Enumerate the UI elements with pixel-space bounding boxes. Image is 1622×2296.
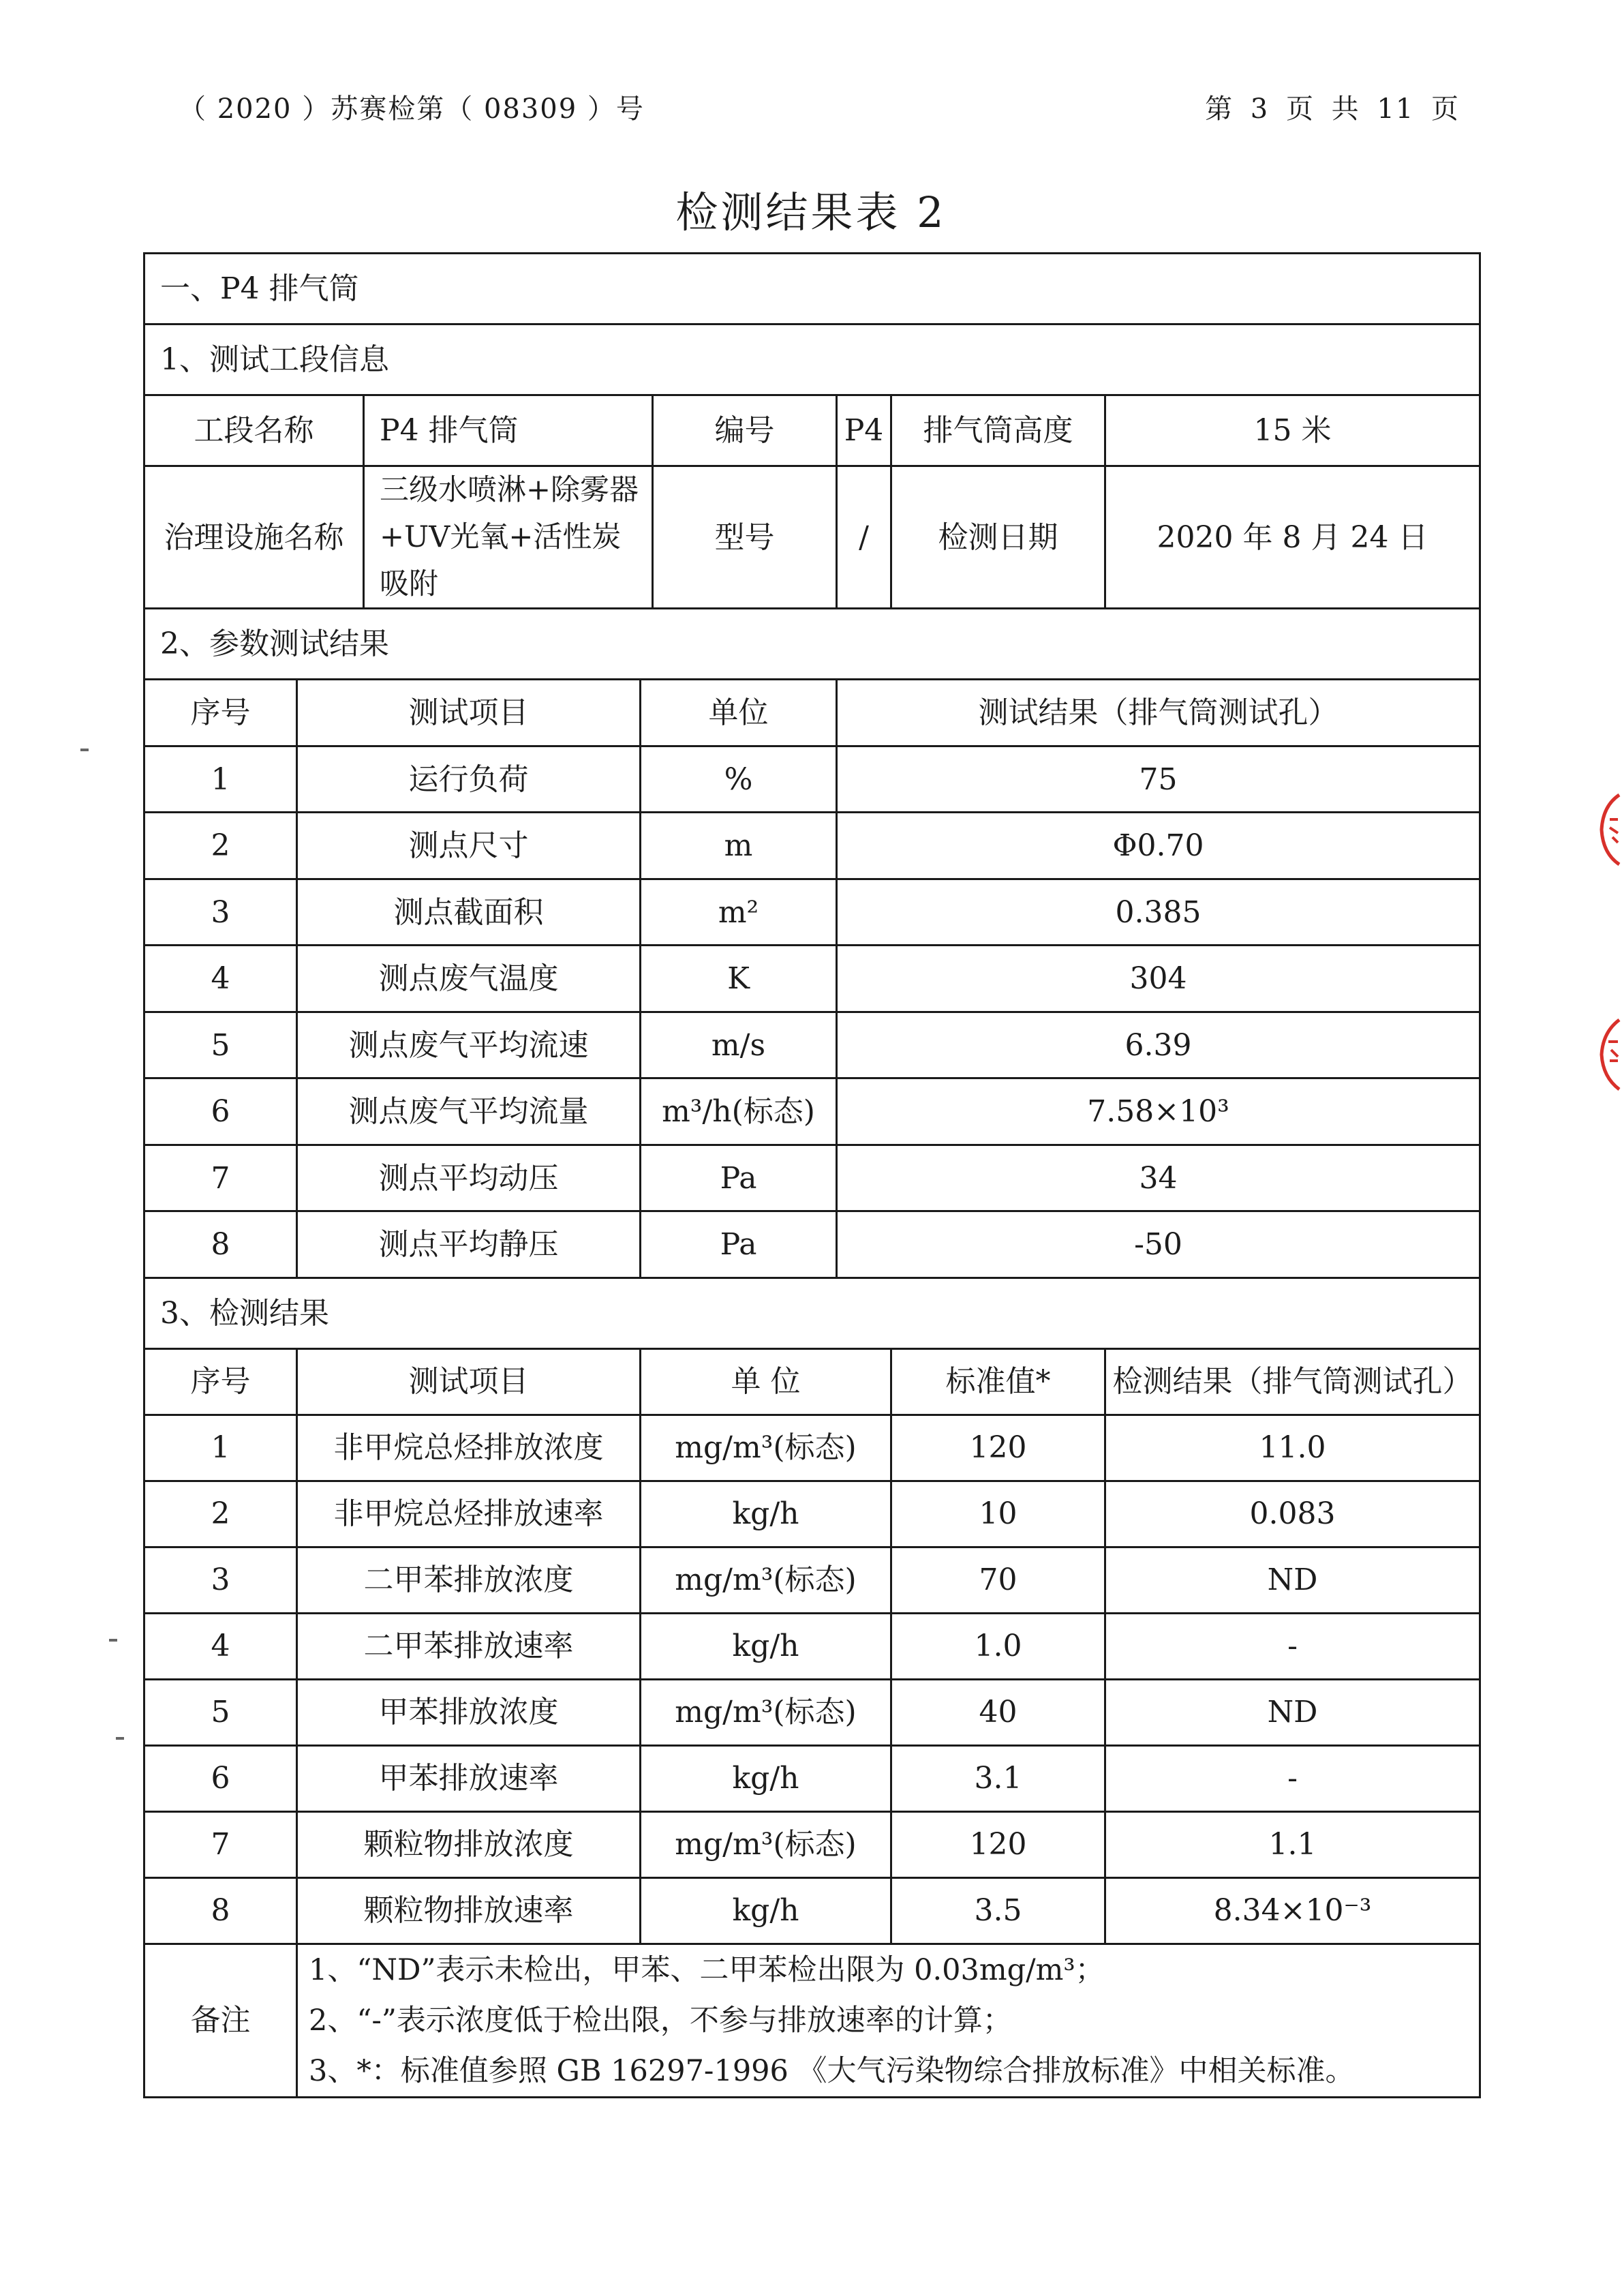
table-cell: 8	[144, 1877, 297, 1944]
table-cell: Φ0.70	[837, 813, 1480, 879]
table-cell: 40	[891, 1679, 1105, 1745]
table-row	[144, 1415, 1480, 1481]
table-cell: 0.385	[837, 879, 1480, 946]
table-cell: mg/m³(标态)	[641, 1547, 891, 1613]
table-cell: Pa	[641, 1145, 837, 1211]
report-number: （ 2020 ）苏赛检第（ 08309 ）号	[179, 93, 645, 125]
scan-mark	[116, 1737, 124, 1740]
table-row	[144, 1547, 1480, 1613]
info-row	[144, 466, 1480, 609]
table-cell: kg/h	[641, 1481, 891, 1547]
scan-mark	[80, 749, 89, 751]
table-cell: 二甲苯排放速率	[297, 1613, 641, 1679]
table-cell: 7	[144, 1145, 297, 1211]
table-cell: kg/h	[641, 1745, 891, 1811]
section-main-heading: 一、P4 排气筒	[144, 254, 1480, 324]
param-header-row	[144, 680, 1480, 746]
table-cell: 34	[837, 1145, 1480, 1211]
table-cell: 11.0	[1105, 1415, 1480, 1481]
table-cell: 1.0	[891, 1613, 1105, 1679]
table-cell: 304	[837, 946, 1480, 1012]
notes-label: 备注	[144, 1944, 297, 2097]
column-header: 测试项目	[297, 680, 641, 746]
table-cell: m²	[641, 879, 837, 946]
info-label: 治理设施名称	[144, 466, 364, 609]
table-cell: 颗粒物排放速率	[297, 1877, 641, 1944]
info-value: 三级水喷淋+除雾器+UV光氧+活性炭吸附	[364, 466, 653, 609]
stamp-icon	[1595, 1017, 1622, 1092]
table-cell: 测点废气平均流量	[297, 1078, 641, 1145]
table-cell: 3.1	[891, 1745, 1105, 1811]
table-cell: 8	[144, 1211, 297, 1278]
table-cell: m	[641, 813, 837, 879]
table-cell: 6	[144, 1745, 297, 1811]
table-cell: 测点废气平均流速	[297, 1012, 641, 1078]
info-row	[144, 395, 1480, 466]
info-value: 15 米	[1105, 395, 1480, 466]
table-cell: 2	[144, 1481, 297, 1547]
column-header: 单位	[641, 680, 837, 746]
info-label: 排气筒高度	[891, 395, 1105, 466]
table-cell: 甲苯排放浓度	[297, 1679, 641, 1745]
table-cell: 4	[144, 1613, 297, 1679]
table-cell: 3.5	[891, 1877, 1105, 1944]
table-cell: kg/h	[641, 1877, 891, 1944]
section-2-heading: 2、参数测试结果	[144, 609, 1480, 680]
column-header: 单 位	[641, 1348, 891, 1415]
table-row	[144, 746, 1480, 813]
column-header: 序号	[144, 1348, 297, 1415]
red-stamp-fragment	[1595, 1017, 1622, 1100]
table-cell: 测点尺寸	[297, 813, 641, 879]
results-table	[143, 252, 1481, 2098]
info-label: 检测日期	[891, 466, 1105, 609]
table-cell: Pa	[641, 1211, 837, 1278]
table-cell: 测点截面积	[297, 879, 641, 946]
info-value: /	[837, 466, 891, 609]
table-cell: K	[641, 946, 837, 1012]
table-cell: 10	[891, 1481, 1105, 1547]
table-cell: 非甲烷总烃排放速率	[297, 1481, 641, 1547]
table-cell: ND	[1105, 1679, 1480, 1745]
result-header-row	[144, 1348, 1480, 1415]
table-cell: 70	[891, 1547, 1105, 1613]
table-row	[144, 879, 1480, 946]
stamp-icon	[1595, 792, 1622, 867]
notes-row	[144, 1944, 1480, 2097]
note-line: 2、“-”表示浓度低于检出限，不参与排放速率的计算；	[309, 2003, 1012, 2038]
table-cell: ND	[1105, 1547, 1480, 1613]
table-row	[144, 813, 1480, 879]
table-cell: 0.083	[1105, 1481, 1480, 1547]
table-row	[144, 1145, 1480, 1211]
column-header: 检测结果（排气筒测试孔）	[1105, 1348, 1480, 1415]
scan-mark	[109, 1639, 117, 1642]
table-row	[144, 1613, 1480, 1679]
table-cell: 120	[891, 1811, 1105, 1877]
section-1-heading: 1、测试工段信息	[144, 324, 1480, 395]
table-cell: 6.39	[837, 1012, 1480, 1078]
table-cell: 甲苯排放速率	[297, 1745, 641, 1811]
table-cell: 1	[144, 746, 297, 813]
table-cell: 颗粒物排放浓度	[297, 1811, 641, 1877]
table-row	[144, 1745, 1480, 1811]
table-cell: 120	[891, 1415, 1105, 1481]
table-row	[144, 1481, 1480, 1547]
section-3-heading: 3、检测结果	[144, 1278, 1480, 1348]
table-cell: 1.1	[1105, 1811, 1480, 1877]
table-row	[144, 1679, 1480, 1745]
table-row	[144, 1078, 1480, 1145]
table-cell: 4	[144, 946, 297, 1012]
column-header: 测试结果（排气筒测试孔）	[837, 680, 1480, 746]
table-row	[144, 946, 1480, 1012]
table-cell: 运行负荷	[297, 746, 641, 813]
table-cell: 8.34×10⁻³	[1105, 1877, 1480, 1944]
info-label: 编号	[653, 395, 837, 466]
info-value: P4	[837, 395, 891, 466]
info-label: 工段名称	[144, 395, 364, 466]
table-cell: 5	[144, 1012, 297, 1078]
column-header: 序号	[144, 680, 297, 746]
table-cell: 1	[144, 1415, 297, 1481]
table-cell: 6	[144, 1078, 297, 1145]
red-stamp-fragment	[1595, 792, 1622, 875]
table-cell: 3	[144, 1547, 297, 1613]
info-value: 2020 年 8 月 24 日	[1105, 466, 1480, 609]
note-line: 1、“ND”表示未检出，甲苯、二甲苯检出限为 0.03mg/m³；	[309, 1952, 1105, 1987]
table-cell: 75	[837, 746, 1480, 813]
table-cell: 7.58×10³	[837, 1078, 1480, 1145]
table-row	[144, 1877, 1480, 1944]
table-cell: %	[641, 746, 837, 813]
table-cell: -	[1105, 1745, 1480, 1811]
table-cell: 测点废气温度	[297, 946, 641, 1012]
table-row	[144, 1012, 1480, 1078]
table-cell: -	[1105, 1613, 1480, 1679]
table-cell: m³/h(标态)	[641, 1078, 837, 1145]
info-label: 型号	[653, 466, 837, 609]
table-row	[144, 1211, 1480, 1278]
column-header: 标准值*	[891, 1348, 1105, 1415]
table-cell: 2	[144, 813, 297, 879]
table-cell: 测点平均静压	[297, 1211, 641, 1278]
table-cell: 5	[144, 1679, 297, 1745]
note-line: 3、*：标准值参照 GB 16297-1996 《大气污染物综合排放标准》中相关标准。	[309, 2053, 1355, 2088]
notes-content	[297, 1944, 1480, 2097]
page-title: 检测结果表 2	[675, 187, 947, 237]
table-cell: mg/m³(标态)	[641, 1415, 891, 1481]
table-cell: 非甲烷总烃排放浓度	[297, 1415, 641, 1481]
page-indicator: 第 3 页 共 11 页	[1205, 93, 1460, 125]
table-cell: mg/m³(标态)	[641, 1679, 891, 1745]
table-row	[144, 1811, 1480, 1877]
table-cell: m/s	[641, 1012, 837, 1078]
table-cell: 7	[144, 1811, 297, 1877]
table-cell: mg/m³(标态)	[641, 1811, 891, 1877]
table-cell: -50	[837, 1211, 1480, 1278]
table-cell: 测点平均动压	[297, 1145, 641, 1211]
info-value: P4 排气筒	[364, 395, 653, 466]
table-cell: 二甲苯排放浓度	[297, 1547, 641, 1613]
table-cell: kg/h	[641, 1613, 891, 1679]
column-header: 测试项目	[297, 1348, 641, 1415]
table-cell: 3	[144, 879, 297, 946]
